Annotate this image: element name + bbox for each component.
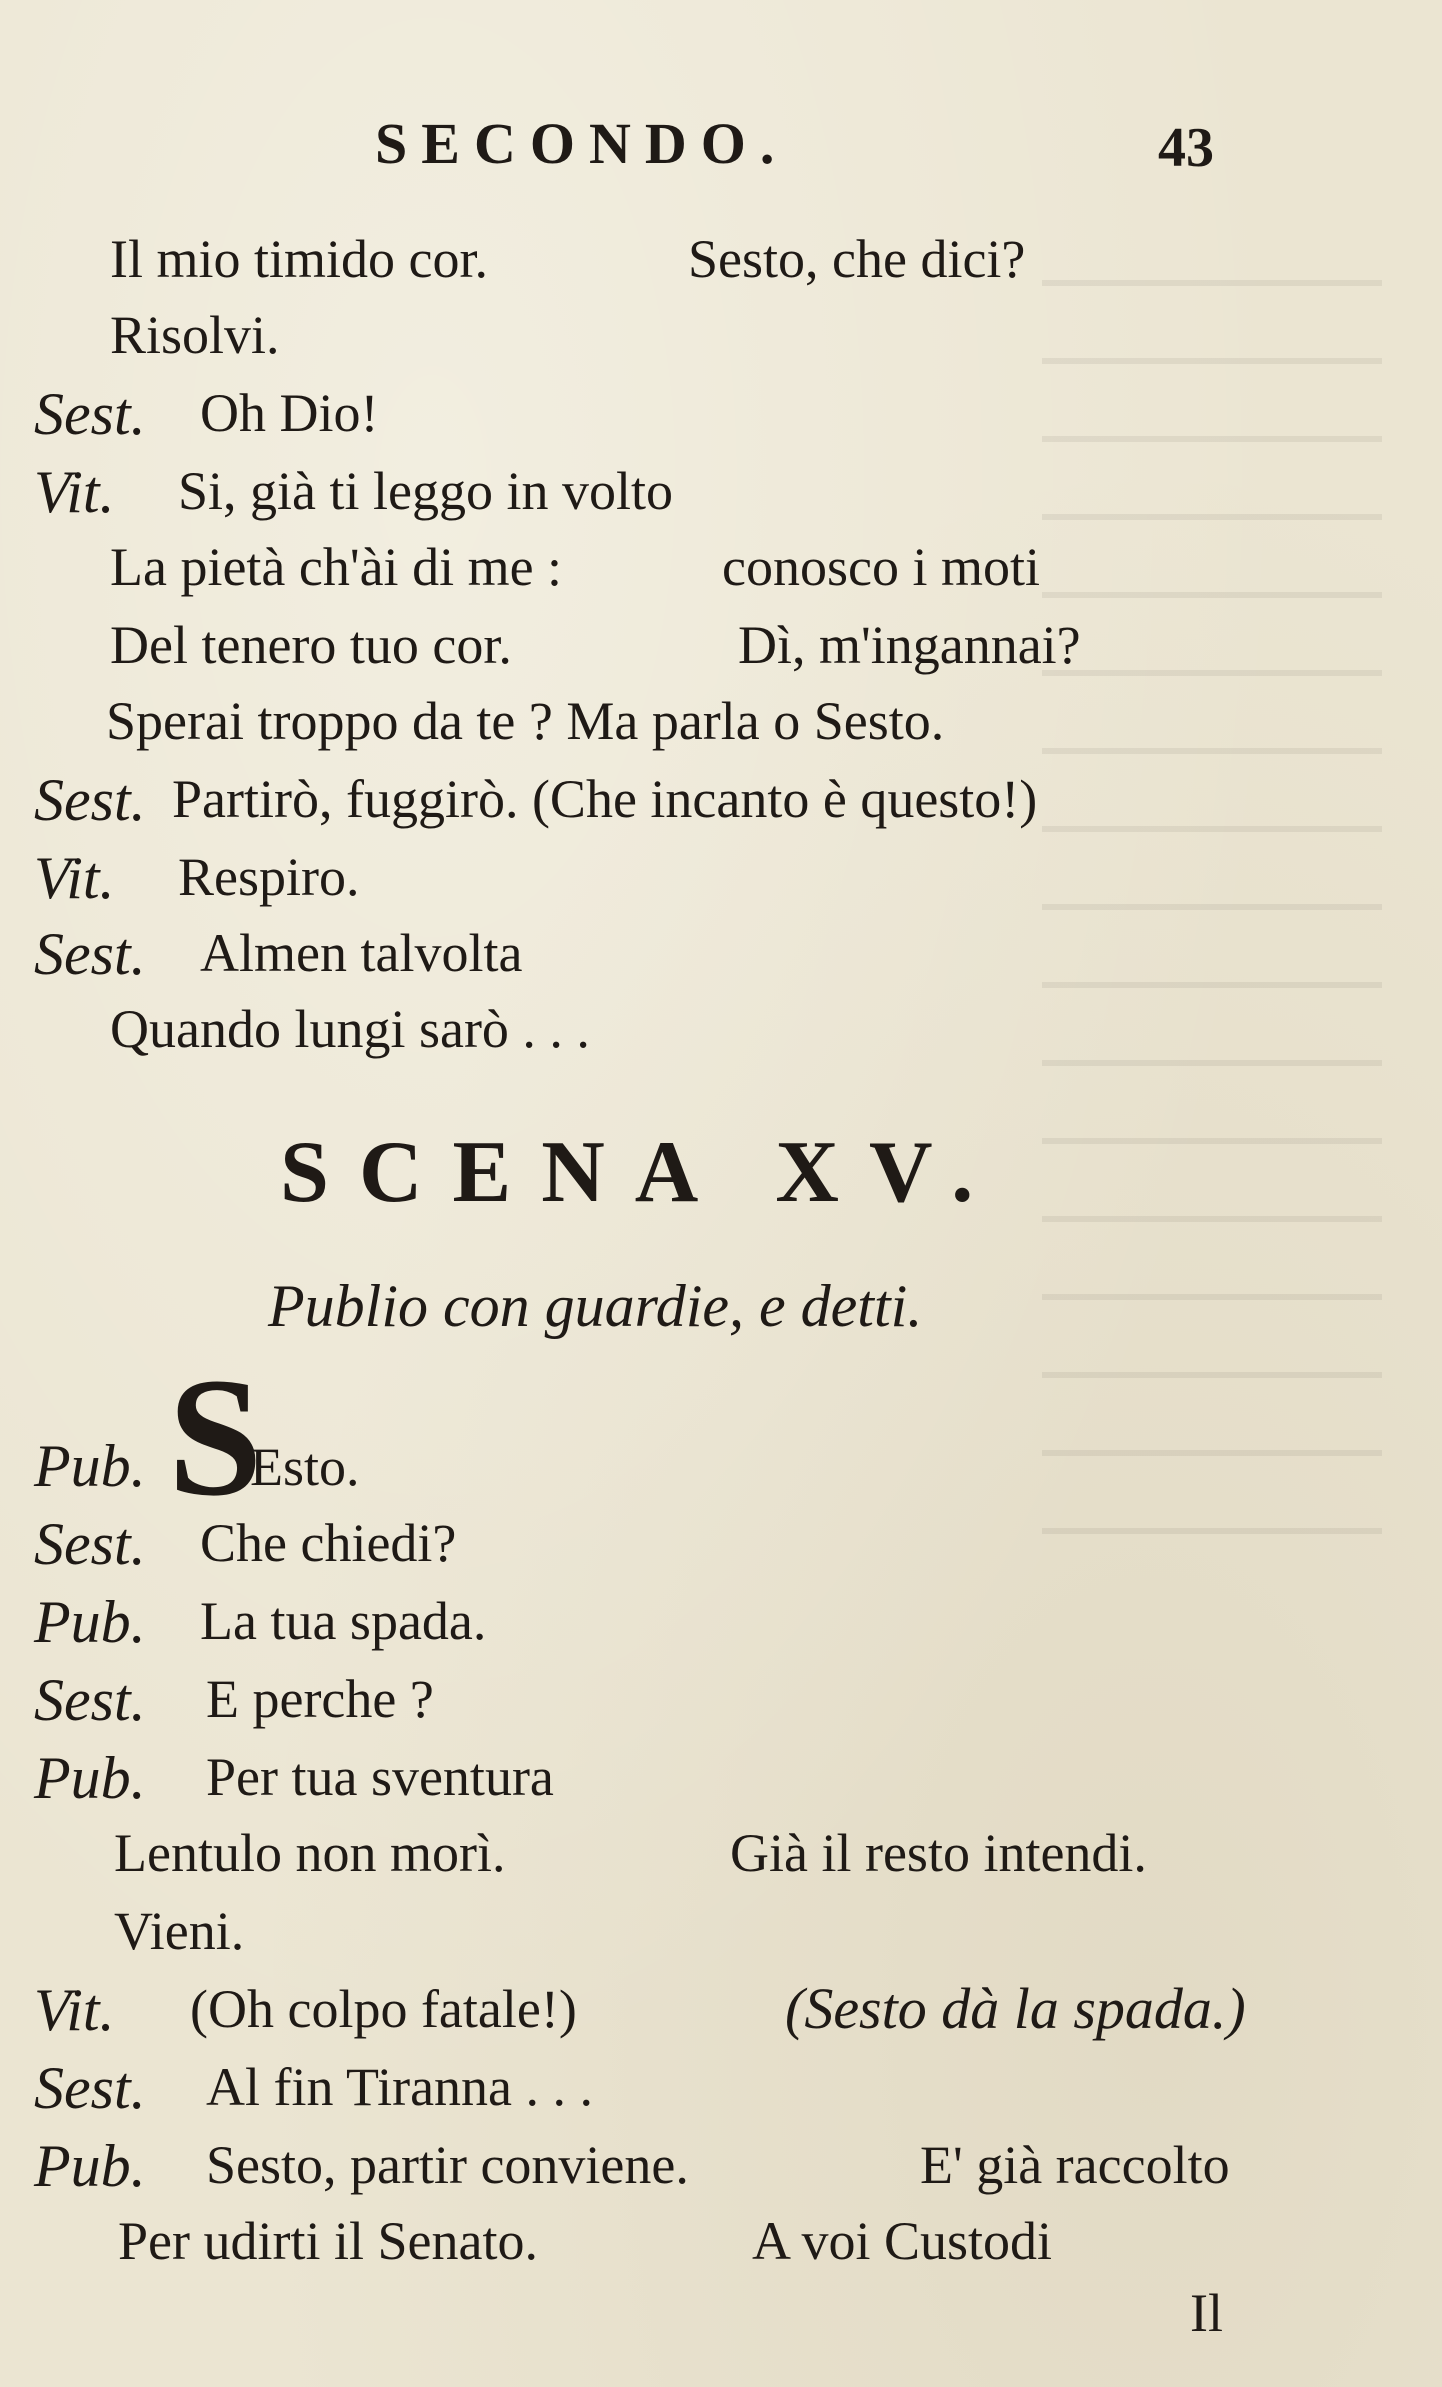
verse-line: Il mio timido cor. [110, 229, 488, 289]
verse-line: (Oh colpo fatale!) [190, 1979, 577, 2039]
verse-line-continuation: conosco i moti [722, 537, 1040, 597]
speaker-label: Pub. [34, 1589, 146, 1655]
page-number: 43 [1158, 117, 1214, 179]
show-through-text [1042, 280, 1382, 1580]
speaker-label: Vit. [34, 1977, 115, 2043]
verse-line-continuation: Dì, m'ingannai? [738, 615, 1081, 675]
speaker-label: Sest. [34, 381, 146, 447]
catchword: Il [1190, 2283, 1223, 2343]
running-head: SECONDO. [375, 111, 789, 176]
verse-line-continuation: Già il resto intendi. [730, 1823, 1147, 1883]
speaker-label: Sest. [34, 767, 146, 833]
verse-line: Per udirti il Senato. [118, 2211, 538, 2271]
verse-line: Lentulo non morì. [114, 1823, 506, 1883]
speaker-label: Sest. [34, 2055, 146, 2121]
speaker-label: Pub. [34, 1433, 146, 1499]
verse-line-continuation: A voi Custodi [752, 2211, 1053, 2271]
verse-line-continuation: E' già raccolto [920, 2135, 1230, 2195]
verse-line: Esto. [250, 1437, 360, 1497]
verse-line: Respiro. [178, 847, 360, 907]
verse-line: Per tua sventura [206, 1747, 554, 1807]
verse-line: Risolvi. [110, 305, 280, 365]
drop-cap-letter: S [168, 1343, 263, 1531]
verse-line: La pietà ch'ài di me : [110, 537, 563, 597]
verse-line: Almen talvolta [200, 923, 523, 983]
verse-line: E perche ? [206, 1669, 434, 1729]
verse-line: Si, già ti leggo in volto [178, 461, 673, 521]
verse-line: Partirò, fuggirò. (Che incanto è questo!) [172, 769, 1038, 829]
verse-line: Che chiedi? [200, 1513, 457, 1573]
scene-heading: SCENA XV. [280, 1124, 1004, 1221]
speaker-label: Vit. [34, 459, 115, 525]
speaker-label: Pub. [34, 1745, 146, 1811]
verse-line: Sesto, partir conviene. [206, 2135, 689, 2195]
verse-line: Del tenero tuo cor. [110, 615, 512, 675]
speaker-label: Vit. [34, 845, 115, 911]
verse-line: Oh Dio! [200, 383, 379, 443]
verse-line: Vieni. [114, 1901, 245, 1961]
verse-line: Al fin Tiranna . . . [206, 2057, 594, 2117]
verse-line: Sperai troppo da te ? Ma parla o Sesto. [106, 691, 945, 751]
verse-line-continuation: Sesto, che dici? [688, 229, 1026, 289]
verse-line: La tua spada. [200, 1591, 487, 1651]
speaker-label: Pub. [34, 2133, 146, 2199]
speaker-label: Sest. [34, 1511, 146, 1577]
stage-direction: Publio con guardie, e detti. [268, 1273, 923, 1339]
speaker-label: Sest. [34, 921, 146, 987]
stage-direction-inline: (Sesto dà la spada.) [785, 1976, 1246, 2041]
verse-line: Quando lungi sarò . . . [110, 999, 590, 1059]
speaker-label: Sest. [34, 1667, 146, 1733]
